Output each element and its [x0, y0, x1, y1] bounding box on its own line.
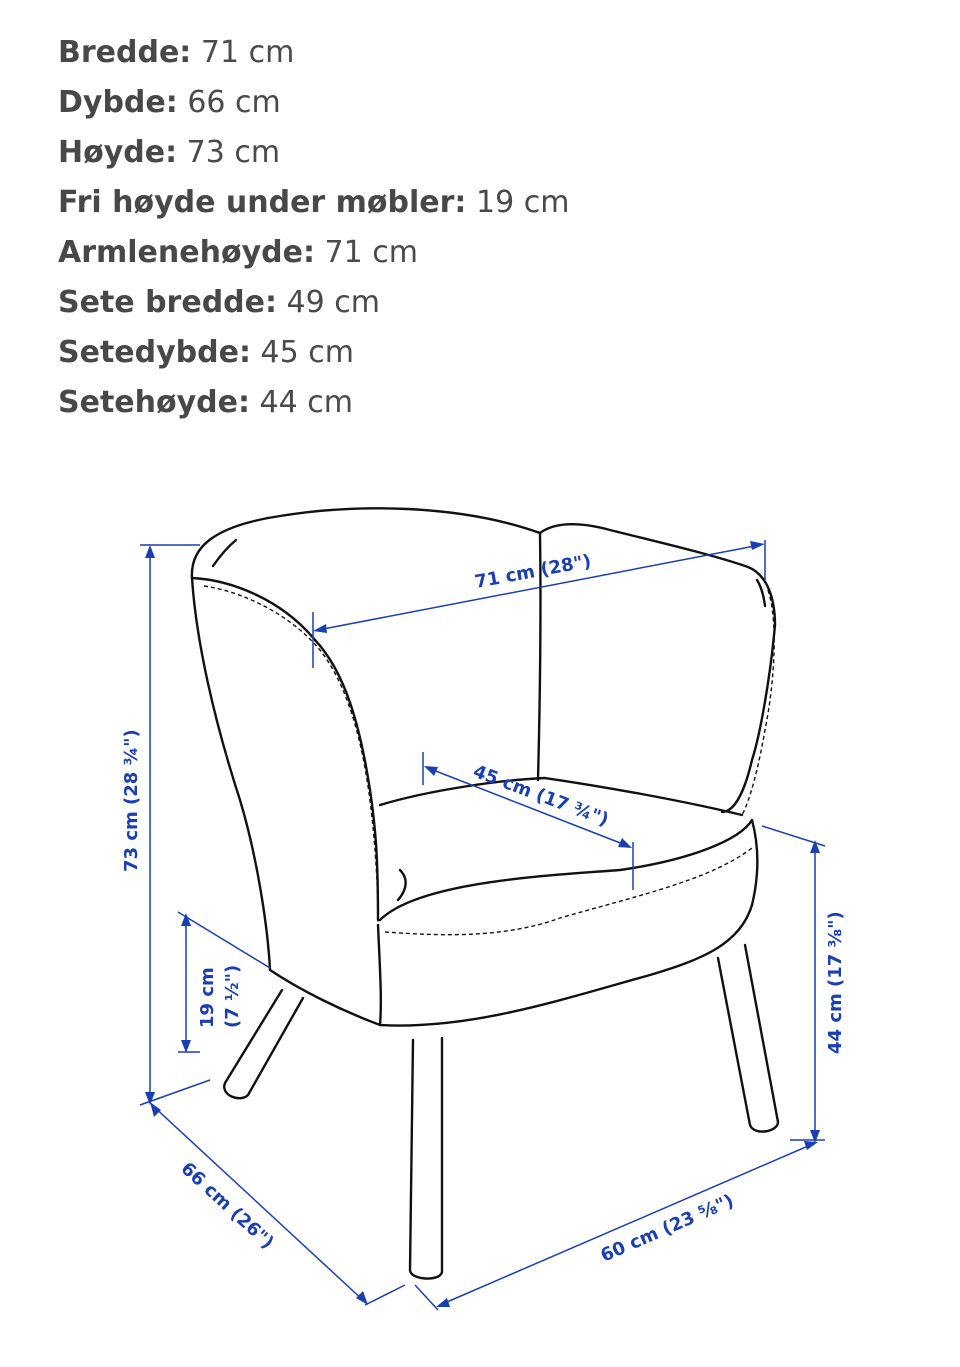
spec-value: 45 cm — [260, 335, 354, 370]
width-label: 71 cm (28") — [473, 550, 593, 593]
spec-value: 66 cm — [187, 85, 281, 120]
spec-label: Bredde: — [58, 35, 192, 70]
rim-highlight-right — [757, 580, 765, 606]
seat-fold — [398, 870, 406, 900]
front-right-leg — [718, 945, 778, 1132]
spec-label: Setedybde: — [58, 335, 251, 370]
rim-highlight-left — [213, 540, 236, 566]
left-side-seam — [204, 586, 378, 925]
spec-label: Setehøyde: — [58, 385, 250, 420]
spec-value: 71 cm — [324, 235, 418, 270]
clearance-label-line2: (7 ½") — [222, 964, 243, 1028]
base-width-label: 60 cm (23 ⅝") — [597, 1190, 737, 1267]
clearance-label-line1: 19 cm — [197, 967, 218, 1028]
spec-value: 73 cm — [186, 135, 281, 170]
spec-value: 49 cm — [286, 285, 380, 320]
depth-dimension-line — [152, 1105, 365, 1302]
spec-label: Armlenehøyde: — [58, 235, 315, 270]
depth-label: 66 cm (26") — [176, 1158, 278, 1254]
left-side-outer — [192, 578, 380, 1025]
spec-label: Høyde: — [58, 135, 178, 170]
base-width-dimension-line — [440, 1143, 815, 1305]
spec-label: Fri høyde under møbler: — [58, 185, 467, 220]
height-label: 73 cm (28 ¾") — [121, 729, 142, 872]
spec-value: 19 cm — [475, 185, 570, 220]
spec-value: 71 cm — [200, 35, 295, 70]
seat-depth-label: 45 cm (17 ¾") — [470, 761, 612, 831]
spec-label: Dybde: — [58, 85, 178, 120]
armchair-illustration — [192, 508, 778, 1278]
seat-front-body — [378, 905, 752, 1026]
seat-cushion-top — [380, 820, 757, 920]
dimension-labels — [121, 551, 846, 1267]
spec-label: Sete bredde: — [58, 285, 277, 320]
spec-value: 44 cm — [259, 385, 353, 420]
width-dimension-line — [318, 545, 760, 630]
front-left-leg — [410, 1038, 442, 1279]
seat-height-label: 44 cm (17 ⅜") — [825, 911, 846, 1054]
backrest-inner-edge — [192, 578, 378, 920]
